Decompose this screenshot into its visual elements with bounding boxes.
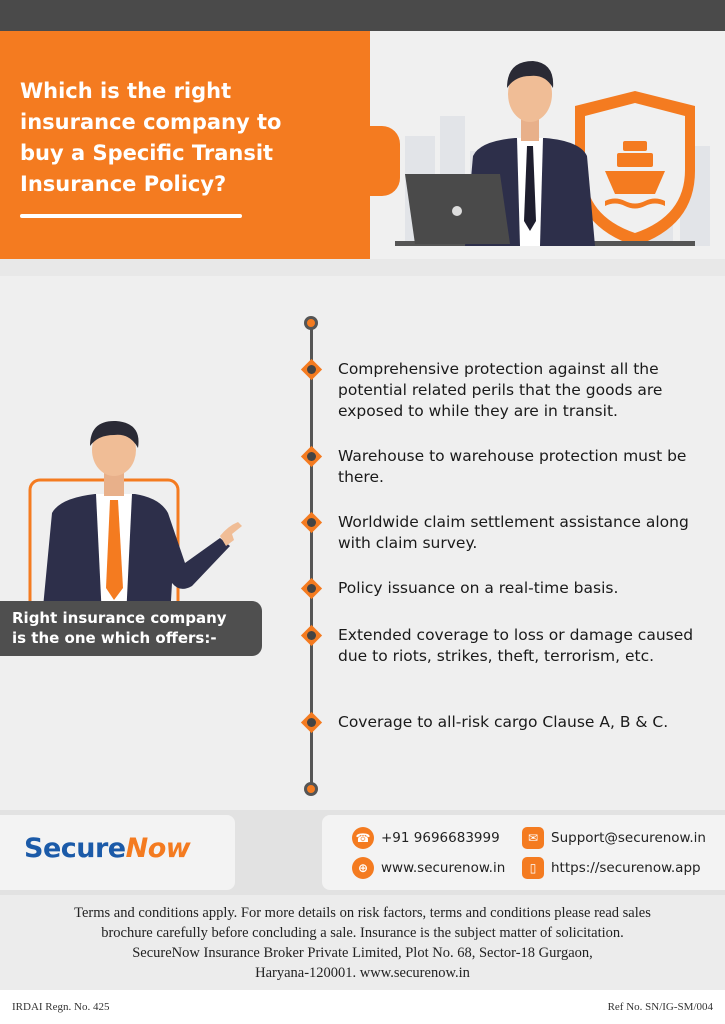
disclaimer-text xyxy=(20,903,705,983)
timeline-node xyxy=(301,512,322,533)
header-notch xyxy=(340,126,400,196)
feature-item: Extended coverage to loss or damage caused due to riots, strikes, theft, terrorism, etc. xyxy=(338,626,694,665)
title-underline xyxy=(20,214,242,218)
email-contact[interactable] xyxy=(522,827,706,849)
businessman-pointing-illustration xyxy=(20,418,260,618)
timeline-node xyxy=(301,712,322,733)
app-contact[interactable] xyxy=(522,857,701,879)
disclaimer-line: brochure carefully before concluding a sale. Insurance is the subject matter of solicitation. xyxy=(101,925,624,941)
page-title: Which is the right insurance company to buy a Specific Transit Insurance Policy? xyxy=(20,79,282,196)
feature-item: Comprehensive protection against all the potential related perils that the goods are exposed to while they are in transit. xyxy=(338,360,663,420)
timeline-node xyxy=(301,625,322,646)
timeline-node xyxy=(301,359,322,380)
disclaimer-line: SecureNow Insurance Broker Private Limited, Plot No. 68, Sector-18 Gurgaon, xyxy=(132,945,593,961)
callout-line-2: is the one which offers:- xyxy=(12,629,217,647)
header-banner xyxy=(0,31,725,276)
callout-line-1: Right insurance company xyxy=(12,609,227,627)
timeline-start-dot xyxy=(304,316,318,330)
phone-contact[interactable] xyxy=(352,827,500,849)
website-contact[interactable] xyxy=(352,857,505,879)
securenow-logo: SecureNow xyxy=(24,833,191,864)
phone-number: +91 9696683999 xyxy=(381,830,500,846)
disclaimer-line: Terms and conditions apply. For more details on risk factors, terms and conditions please read sales xyxy=(74,905,651,921)
globe-icon: ⊕ xyxy=(352,857,374,879)
feature-item: Worldwide claim settlement assistance along with claim survey. xyxy=(338,513,689,552)
mobile-icon: ▯ xyxy=(522,857,544,879)
timeline-node xyxy=(301,578,322,599)
top-bar xyxy=(0,0,725,31)
feature-item: Warehouse to warehouse protection must be there. xyxy=(338,447,687,486)
timeline-end-dot xyxy=(304,782,318,796)
email-address: Support@securenow.in xyxy=(551,830,706,846)
phone-icon: ☎ xyxy=(352,827,374,849)
callout-box xyxy=(0,601,262,656)
email-icon: ✉ xyxy=(522,827,544,849)
shield-icon xyxy=(575,91,695,246)
businessman-laptop-illustration xyxy=(395,46,715,261)
timeline-node xyxy=(301,446,322,467)
disclaimer-line: Haryana-120001. www.securenow.in xyxy=(255,965,470,981)
feature-item: Policy issuance on a real-time basis. xyxy=(338,579,619,597)
header-bottom-strip xyxy=(0,259,725,276)
laptop-icon xyxy=(405,174,510,244)
website-link: www.securenow.in xyxy=(381,860,506,876)
reference-number: Ref No. SN/IG-SM/004 xyxy=(607,1001,713,1013)
feature-item: Coverage to all-risk cargo Clause A, B & C. xyxy=(338,713,669,731)
app-link: https://securenow.app xyxy=(551,860,701,876)
irdai-registration: IRDAI Regn. No. 425 xyxy=(12,1001,110,1013)
